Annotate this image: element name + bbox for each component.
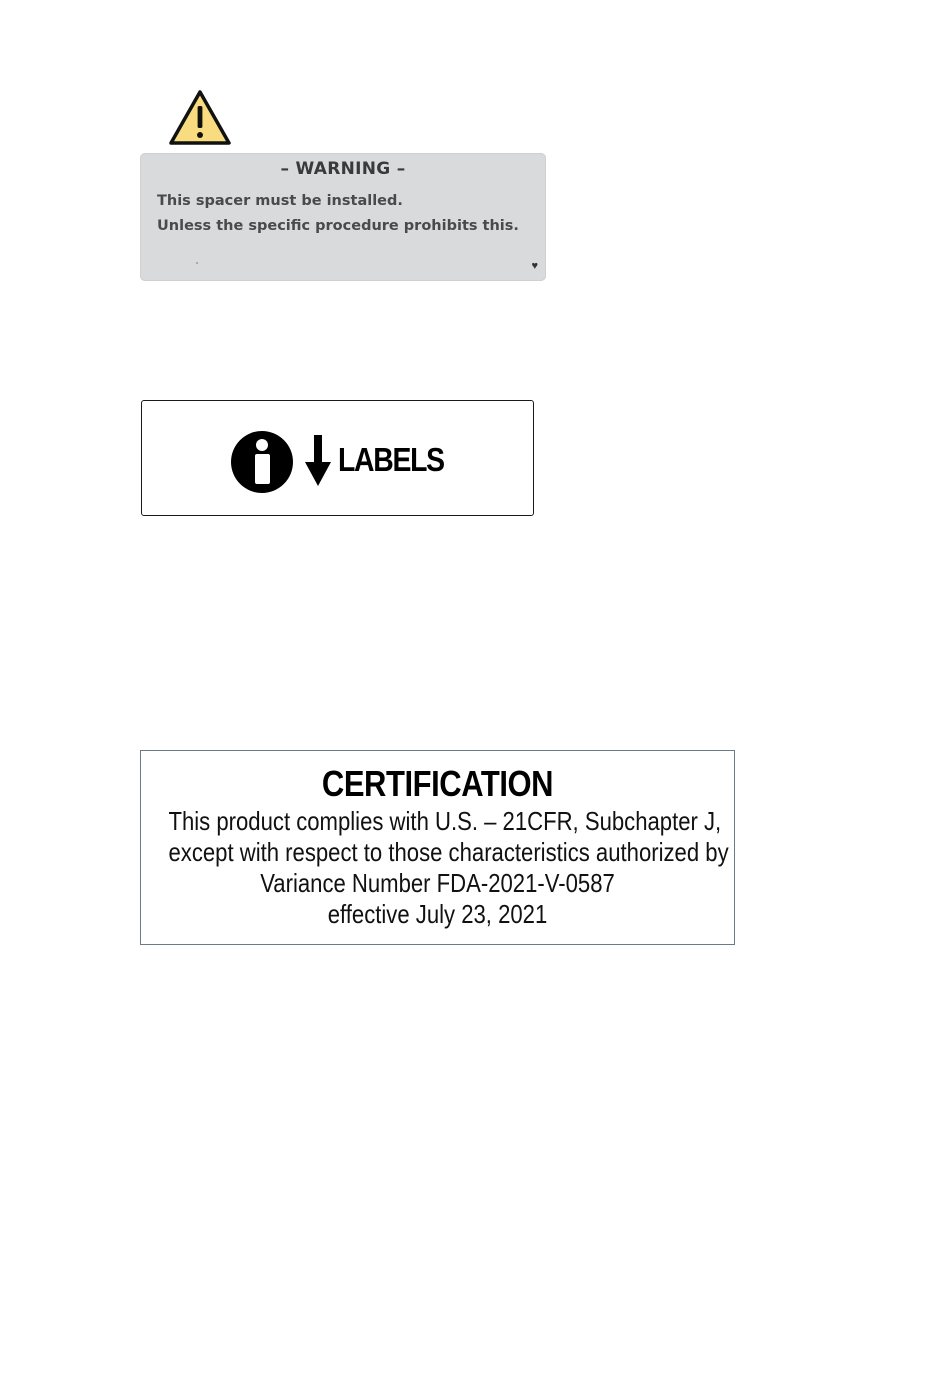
certification-line-1: This product complies with U.S. – 21CFR, Subchapter J, xyxy=(168,806,722,836)
warning-triangle-icon xyxy=(168,88,232,146)
warning-line-2: Unless the specific procedure prohibits this. xyxy=(157,218,519,234)
warning-line-1: This spacer must be installed. xyxy=(157,193,403,209)
labels-box xyxy=(141,400,534,516)
labels-text: LABELS xyxy=(338,441,444,478)
warning-title: – WARNING – xyxy=(280,159,406,179)
certification-line-3: Variance Number FDA-2021-V-0587 xyxy=(260,868,615,898)
speck xyxy=(196,262,198,264)
certification-line-2: except with respect to those characteristics authorized by xyxy=(168,837,729,867)
certification-line-4: effective July 23, 2021 xyxy=(327,899,548,929)
certification-box xyxy=(140,750,735,945)
heart-icon: ♥ xyxy=(531,260,538,272)
info-icon xyxy=(230,430,294,494)
warning-label xyxy=(140,153,546,281)
down-arrow-icon xyxy=(305,435,331,487)
certification-title: CERTIFICATION xyxy=(321,763,554,804)
